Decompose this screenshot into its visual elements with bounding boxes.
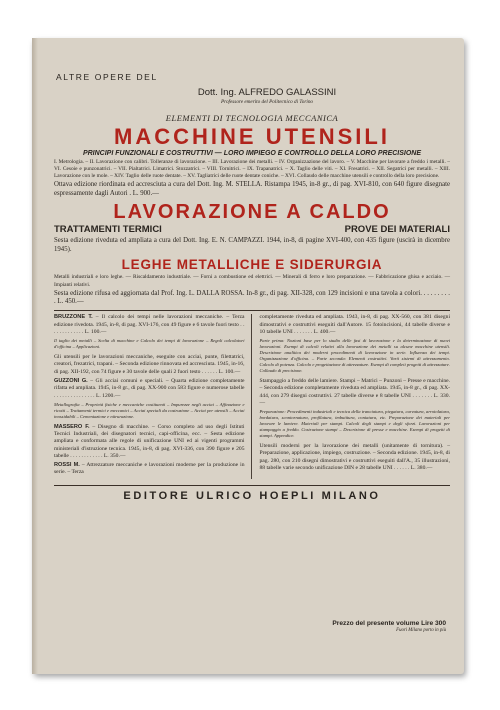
- book1-edition: Ottava edizione riordinata ed accresciuta a cura del Dott. Ing. M. STELLA. Ristampa 1945, in-8 gr., di pag. XVI-810, con 640 figure disegnate espressamente dagli Autori . L. 900.—: [54, 181, 450, 197]
- book2-edition: Sesta edizione riveduta ed ampliata a cura del Dott. Ing. E. N. CAMPAZZI. 1944, in-8, di pagine XVI-400, con 435 figure (uscirà in dicembre 1945).: [54, 237, 450, 253]
- book2-subtitle-left: TRATTAMENTI TERMICI: [54, 224, 162, 236]
- list-item-note: Preparazione: Procedimenti industriali e tecnica della tranciatura, piegatura, curvatura, arrotolatura, bordatura, scontornatura, profilatura, imbutitura, coniatura, etc. Preparazione dei materiali per lavorare le lamiere. Materiali per stampi. Calcoli degli stampi e degli sforzi. Lavorazioni per stampaggio a freddo. Costruzione stampi – Descrizione di presse e macchine. Esempi di progetti di stampi. Appendice.: [259, 409, 450, 439]
- catalogue-columns: [54, 314, 450, 478]
- divider: [54, 310, 450, 311]
- book2-title: LAVORAZIONE A CALDO: [113, 201, 391, 224]
- right-column: [260, 314, 451, 478]
- book3-contents: Metalli industriali e loro leghe. — Riscaldamento industriale. — Forni a combustione ed elettrici. — Minerali di ferro e loro preparazione. — Fabbricazione ghisa e acciaio. — Impianti relativi.: [54, 274, 450, 288]
- list-item: Stampaggio a freddo delle lamiere. Stampi – Matrici – Punzoni – Presse e macchine. – Seconda edizione completamente riveduta ed ampliata. 1945, in-8 gr., di pag. XX-444, con 279 disegni costruttivi. 27 tabelle diverse e 8 tabelle UNI . . . . . . . L. 330.—: [259, 378, 450, 406]
- list-item: Utensili moderni per la lavorazione dei metalli (unitamente di tornitura). – Preparazione, applicazione, impiego, costruzione. – Seconda edizione. 1945, in-8, di pag. 280, con 210 disegni dimostrativi e costruttivi eseguiti dall'A., 35 illustrazioni, 88 tabelle varie secondo unificazione DIN e 28 tabelle UNI . . . . . . L. 380.—: [259, 443, 450, 471]
- publisher-name: EDITORE ULRICO HOEPLI MILANO: [54, 485, 450, 502]
- section-heading: ELEMENTI DI TECNOLOGIA MECCANICA: [165, 113, 339, 123]
- book-spine: [32, 38, 38, 674]
- altre-opere-heading: ALTRE OPERE DEL: [56, 72, 158, 82]
- book1-title: MACCHINE UTENSILI: [114, 124, 390, 149]
- book-cover: [32, 38, 464, 674]
- book3-edition: Sesta edizione rifusa ed aggiornata dal Prof. Ing. L. DALLA ROSSA. In-8 gr., di pag. XII-328, con 129 incisioni e una tavola a colori. . . . . . . . . . L. 450.—: [54, 289, 450, 305]
- list-item: MASSERO F. – Disegno di macchine. – Corso completo ad uso degli Istituti Tecnici Industriali, dei disegnatori tecnici, capi-officina, ecc. – Sesta edizione ampliata e conformata alle regole di unificazione UNI ed ai vigenti programmi ministeriali d'istruzione tecnica. 1945, in-8, di pag. XVI-336, con 390 figure e 205 tabelle . . . . . . . . . . . . L. 350.—: [54, 423, 245, 459]
- cover-content: [54, 72, 450, 502]
- book1-contents: I. Metrologia. – II. Lavorazione con calibri. Tolleranze di lavorazione. – III. Lavorazione dei metalli. – IV. Organizzazione del lavoro. – V. Macchine per lavorare a freddo i metalli. – VI. Cesoie e punzonatrici. – VII. Pialtatrici. Limatrici. Stozzatrici. – VIII. Tornitrici. – IX. Trapanatrici. – X. Taglio delle viti. – XI. Fresatrici. – XII. Segatrici per metalli. – XIII. Lavorazione con le mole. – XIV. Taglio delle ruote dentate. – XV. Tagliatrici delle ruote dentate coniche. – XVI. Collaudo delle macchine utensili e controllo della loro precisione.: [54, 159, 450, 180]
- list-item: Gli utensili per le lavorazioni meccaniche, eseguite con acciai, punte, filettatrici, creatori, frezatrici, trapani. – Seconda edizione rinnovata ed accresciuta. 1945, in-16, di pag. XII-192, con 74 figure e 30 tavole delle quali 2 fuori testo . . . . . . L. 100.—: [54, 354, 245, 375]
- price-note: Fuori Milano porto in più: [396, 628, 446, 633]
- book2-subtitle-right: PROVE DEI MATERIALI: [344, 224, 450, 236]
- list-item: ROSSI M. – Attrezzature meccaniche e lavorazioni moderne per la produzione in serie. – Terza: [54, 462, 245, 476]
- list-item-note: Metallografia – Proprietà fisiche e meccaniche costituenti – Impurezze negli acciai – Affinazione e ricotti – Trattamenti termici e meccanici – Acciai speciali da costruzione – Acciai per utensili – Acciai inossidabili – Cementazione e nitrurazione.: [54, 401, 245, 419]
- author-role: Professore emerito del Politecnico di Torino: [220, 99, 314, 105]
- book2-subtitle: [54, 224, 450, 235]
- list-item: GUZZONI G. – Gli acciai comuni e speciali. – Quarta edizione completamente rifatta ed ampliata. 1945, in-8 gr., di pag. XX-900 con 583 figure e numerose tabelle . . . . . . . . . . . . . . . L. 1200.—: [54, 378, 245, 399]
- book3-title: LEGHE METALLICHE E SIDERURGIA: [121, 256, 383, 272]
- list-item: BRUZZONE T. – Il calcolo dei tempi nelle lavorazioni meccaniche. – Terza edizione rivedota. 1945, in-8, di pag. XVI-176, con 49 figure e 6 tavole fuori testo . . . . . . . . . . . . . L. 100.—: [54, 314, 245, 336]
- list-item-note: Parte prima: Nozioni base per lo studio delle fasi di lavorazione e la determinazione di nuovi lavorazioni. Esempi di calcoli relativi alla lavorazione dei metalli su alcune macchine utensili. Descrizione analitica dei moderni procedimenti di lavorazione in serie. Influenza dei tempi. Organizzazione d'officina. – Parte seconda: Elementi costruttivi. Varii sistemi di attrezzamento. Calcolo di potenza. Calcolo e progettazione di attrezzature. Esempi di completi progetti di attrezzature. Collaudo di precisione.: [259, 338, 450, 374]
- book1-subtitle: PRINCIPI FUNZIONALI E COSTRUTTIVI — LORO IMPIEGO E CONTROLLO DELLA LORO PRECISIONE: [82, 150, 422, 157]
- author-name: Dott. Ing. ALFREDO GALASSINI: [197, 87, 337, 98]
- list-item: completamente riveduta ed ampliata. 1943, in-8, di pag. XX-560, con 381 disegni dimostrativi e costruttivi eseguiti dall'Autore. 15 fotoincisioni, 44 tabelle diverse e 10 tabelle UNI . . . . . . . L. 400.—: [259, 314, 450, 336]
- price-text: Prezzo del presente volume Lire 300: [332, 620, 446, 627]
- list-item-note: Il taglio dei metalli – Scelta di macchine e Calcolo dei tempi di lavorazione – Regoli calcolatori d'officina – Applicazioni.: [54, 338, 245, 350]
- left-column: [54, 314, 252, 478]
- price-block: [332, 620, 446, 633]
